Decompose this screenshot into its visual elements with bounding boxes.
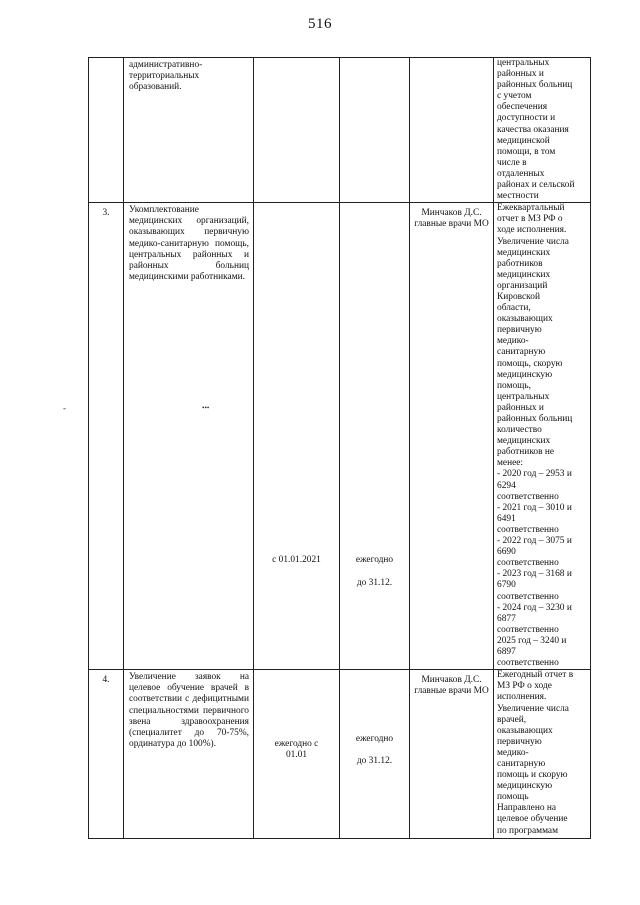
result-line: помощь, [497, 380, 531, 391]
result-line: - 2022 год – 3075 и [497, 536, 572, 547]
page-number: 516 [308, 16, 332, 32]
result-line: с учетом [497, 91, 532, 102]
result-line: отдаленных [497, 168, 545, 179]
result-line: медицинскую [497, 369, 553, 380]
result-line: ходе исполнения. [497, 225, 567, 236]
start-date-cell [254, 670, 340, 839]
result-line: 6790 [497, 580, 516, 591]
stray-dash-mark: - [63, 403, 66, 413]
result-line: Увеличение числа [497, 703, 569, 714]
result-line: центральных [497, 58, 550, 68]
responsible-cell: Минчаков Д.С. главные врачи МО [410, 670, 494, 839]
result-line: районных и [497, 69, 544, 80]
result-line: МЗ РФ о ходе [497, 681, 552, 692]
result-line: 6877 [497, 613, 516, 624]
task-cell: Укомплектование медицинских организаций, оказывающих первичную медико-санитарную помощь, центральных районных и районных больниц медицинскими работниками. [124, 203, 254, 670]
task-cell: административно-территориальных образований. [124, 58, 254, 203]
result-line: Ежегодный отчет в [497, 670, 574, 681]
result-line: по программам [497, 825, 559, 836]
result-line: целевое обучение [497, 814, 568, 825]
result-line: качества оказания [497, 124, 569, 135]
result-line: санитарную [497, 347, 546, 358]
result-line: 6897 [497, 646, 516, 657]
result-line: соответственно [497, 591, 559, 602]
result-line: помощи, в том [497, 146, 556, 157]
period-line: ежегодно [355, 734, 394, 745]
result-line: - 2020 год – 2953 и [497, 469, 572, 480]
result-line: - 2023 год – 3168 и [497, 569, 572, 580]
result-cell [494, 203, 591, 670]
result-line: первичную [497, 325, 542, 336]
result-line: менее: [497, 458, 524, 469]
stray-dots-mark: ••• [202, 404, 210, 412]
start-date-text: ежегодно с 01.01 [274, 739, 319, 761]
result-line: количество [497, 425, 542, 436]
period-cell [340, 670, 410, 839]
result-line: области, [497, 303, 531, 314]
result-line: 6690 [497, 547, 516, 558]
plan-table [88, 57, 591, 839]
result-line: соответственно [497, 558, 559, 569]
result-line: районах и сельской [497, 180, 575, 191]
result-cell [494, 58, 591, 203]
period-cell [340, 58, 410, 203]
start-date-text: с 01.01.2021 [272, 555, 321, 566]
result-line: Ежеквартальный [497, 203, 565, 214]
table-row [89, 670, 591, 839]
result-line: медицинских [497, 269, 551, 280]
result-line: местности [497, 191, 539, 202]
result-line: медико- [497, 336, 529, 347]
result-line: оказывающих [497, 725, 553, 736]
row-number-cell [89, 58, 124, 203]
result-line: соответственно [497, 624, 559, 635]
result-line: центральных [497, 391, 550, 402]
result-line: медицинской [497, 135, 550, 146]
responsible-cell [410, 58, 494, 203]
period-line: до 31.12. [356, 756, 393, 767]
period-cell [340, 203, 410, 670]
result-line: первичную [497, 736, 542, 747]
table-row [89, 58, 591, 203]
result-line: районных больниц [497, 80, 573, 91]
result-line: помощь, скорую [497, 358, 563, 369]
result-line: оказывающих [497, 314, 553, 325]
result-line: - 2021 год – 3010 и [497, 502, 572, 513]
row-number-cell: 4. [89, 670, 124, 839]
result-line: организаций [497, 280, 548, 291]
result-line: 2025 год – 3240 и [497, 635, 567, 646]
result-line: соответственно [497, 658, 559, 669]
result-line: районных и [497, 402, 544, 413]
period-line: ежегодно [355, 555, 394, 566]
result-line: Кировской [497, 291, 540, 302]
start-date-cell [254, 58, 340, 203]
result-line: помощь [497, 792, 529, 803]
result-line: врачей, [497, 714, 527, 725]
result-line: соответственно [497, 524, 559, 535]
result-line: медицинских [497, 247, 551, 258]
result-line: 6294 [497, 480, 516, 491]
period-line: до 31.12. [356, 578, 393, 589]
responsible-cell: Минчаков Д.С. главные врачи МО [410, 203, 494, 670]
result-line: помощь и скорую [497, 770, 568, 781]
start-date-cell [254, 203, 340, 670]
result-line: медицинскую [497, 781, 553, 792]
task-cell: Увеличение заявок на целевое обучение врачей в соответствии с дефицитными специальностями первичного звена здравоохранения (специалитет до 70-75%, ординатура до 100%). [124, 670, 254, 839]
result-cell [494, 670, 591, 839]
result-line: 6491 [497, 513, 516, 524]
result-line: соответственно [497, 491, 559, 502]
result-line: отчет в МЗ РФ о [497, 214, 563, 225]
result-line: санитарную [497, 758, 546, 769]
row-number-cell: 3. [89, 203, 124, 670]
result-line: медико- [497, 747, 529, 758]
result-line: медицинских [497, 436, 551, 447]
result-line: Увеличение числа [497, 236, 569, 247]
result-line: работников не [497, 447, 555, 458]
result-line: обеспечения [497, 102, 548, 113]
table-row [89, 203, 591, 670]
result-line: доступности и [497, 113, 556, 124]
result-line: работников [497, 258, 543, 269]
result-line: Направлено на [497, 803, 557, 814]
result-line: районных больниц [497, 414, 573, 424]
result-line: числе в [497, 157, 527, 168]
result-line: - 2024 год – 3230 и [497, 602, 572, 613]
result-line: исполнения. [497, 692, 547, 703]
